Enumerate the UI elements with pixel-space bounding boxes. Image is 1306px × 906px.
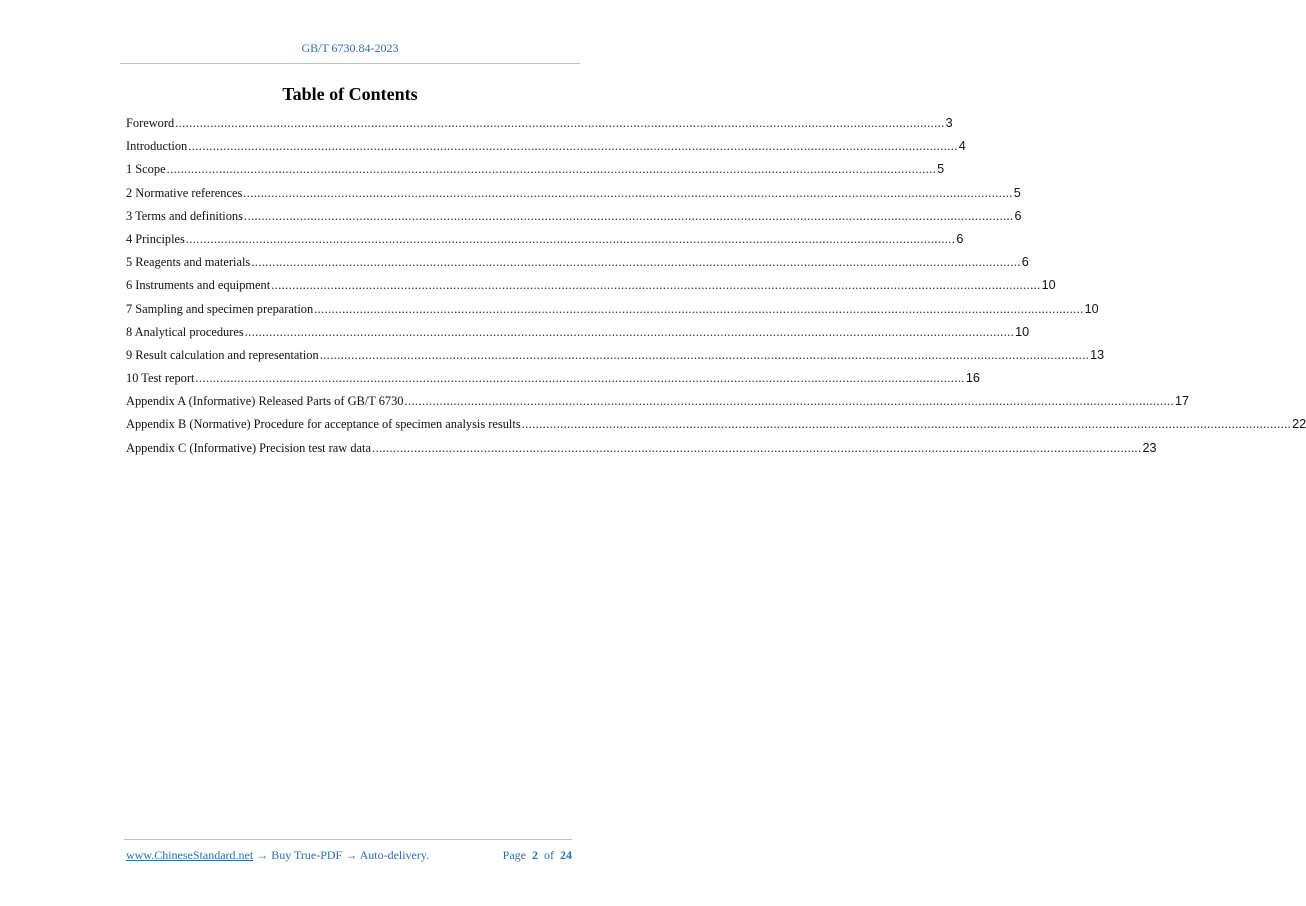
toc-entry[interactable] <box>126 371 980 394</box>
toc-entry-page: 4 <box>958 139 966 154</box>
toc-entry-page: 10 <box>1015 324 1030 339</box>
page-number <box>503 848 572 863</box>
page-title: Table of Contents <box>282 84 418 104</box>
toc-entry-label: 2 Normative references <box>126 185 243 200</box>
toc-entry[interactable] <box>126 139 966 162</box>
toc-dot-leader: ............................................................................................................................................................................................................................ <box>404 394 1174 409</box>
running-header: GB/T 6730.84-2023 <box>301 41 399 55</box>
toc-entry-label: 9 Result calculation and representation <box>126 347 319 362</box>
toc-dot-leader: ............................................................................................................................................................................................................................ <box>314 301 1084 316</box>
toc-entry-page: 6 <box>956 231 964 246</box>
toc-entry[interactable] <box>126 185 1021 209</box>
toc-entry-label: 7 Sampling and specimen preparation <box>126 301 314 316</box>
toc-entry-page: 22 <box>1292 417 1306 432</box>
page-of: of <box>544 848 554 862</box>
page-current: 2 <box>532 848 538 862</box>
toc-entry-page: 17 <box>1174 394 1189 409</box>
toc-entry-label: 10 Test report <box>126 371 195 386</box>
toc-entry-label: Appendix A (Informative) Released Parts of GB/T 6730 <box>126 394 404 409</box>
toc-entry-page: 10 <box>1041 278 1056 293</box>
toc-entry-page: 10 <box>1084 301 1099 316</box>
toc-entry[interactable] <box>126 116 953 139</box>
toc-dot-leader: ............................................................................................................................................................................................................................ <box>319 347 1090 362</box>
toc-entry-label: 4 Principles <box>126 231 185 246</box>
toc-entry-label: 5 Reagents and materials <box>126 255 251 270</box>
toc-entry[interactable] <box>126 324 1030 348</box>
toc-dot-leader: ............................................................................................................................................................................................................................ <box>188 139 958 154</box>
toc-dot-leader: ............................................................................................................................................................................................................................ <box>244 324 1015 339</box>
table-of-contents <box>126 116 1306 464</box>
toc-entry-label: 3 Terms and definitions <box>126 208 243 223</box>
toc-entry-label: Introduction <box>126 139 188 154</box>
toc-entry[interactable] <box>126 440 1157 464</box>
toc-dot-leader: ............................................................................................................................................................................................................................ <box>243 185 1013 200</box>
header-divider <box>120 63 580 64</box>
toc-entry-label: Appendix B (Normative) Procedure for acceptance of specimen analysis results <box>126 417 521 432</box>
toc-entry[interactable] <box>126 417 1306 440</box>
toc-entry-page: 6 <box>1014 208 1022 223</box>
toc-dot-leader: ............................................................................................................................................................................................................................ <box>521 417 1292 432</box>
footer-divider <box>124 839 572 840</box>
toc-entry[interactable] <box>126 255 1029 278</box>
toc-dot-leader: ............................................................................................................................................................................................................................ <box>372 440 1142 455</box>
toc-entry-page: 16 <box>965 371 980 386</box>
toc-dot-leader: ............................................................................................................................................................................................................................ <box>166 162 937 177</box>
toc-entry[interactable] <box>126 162 945 185</box>
toc-entry-page: 5 <box>937 162 945 177</box>
toc-entry-page: 6 <box>1021 255 1029 270</box>
toc-entry[interactable] <box>126 301 1099 325</box>
toc-entry-page: 13 <box>1090 347 1105 362</box>
toc-entry[interactable] <box>126 394 1189 417</box>
toc-entry[interactable] <box>126 208 1022 232</box>
toc-entry-page: 5 <box>1013 185 1021 200</box>
footer-promo-text: → Buy True-PDF → Auto-delivery. <box>253 848 430 862</box>
toc-entry[interactable] <box>126 347 1105 371</box>
website-link[interactable]: www.ChineseStandard.net <box>126 848 254 862</box>
toc-entry-page: 3 <box>945 116 953 130</box>
toc-dot-leader: ............................................................................................................................................................................................................................ <box>243 208 1014 223</box>
toc-dot-leader: ............................................................................................................................................................................................................................ <box>271 278 1041 293</box>
toc-entry-label: 1 Scope <box>126 162 166 177</box>
toc-entry-label: Appendix C (Informative) Precision test raw data <box>126 440 371 455</box>
toc-dot-leader: ............................................................................................................................................................................................................................ <box>251 255 1021 270</box>
toc-dot-leader: ............................................................................................................................................................................................................................ <box>185 231 956 246</box>
toc-entry[interactable] <box>126 278 1056 301</box>
toc-entry-label: Foreword <box>126 116 175 130</box>
toc-entry[interactable] <box>126 231 964 255</box>
toc-entry-label: 6 Instruments and equipment <box>126 278 271 293</box>
toc-dot-leader: ............................................................................................................................................................................................................................ <box>175 116 945 130</box>
page-total: 24 <box>560 848 572 862</box>
footer-promo <box>126 848 429 863</box>
toc-entry-page: 23 <box>1142 440 1157 455</box>
page-prefix: Page <box>502 848 526 862</box>
toc-entry-label: 8 Analytical procedures <box>126 324 244 339</box>
toc-dot-leader: ............................................................................................................................................................................................................................ <box>195 371 965 386</box>
